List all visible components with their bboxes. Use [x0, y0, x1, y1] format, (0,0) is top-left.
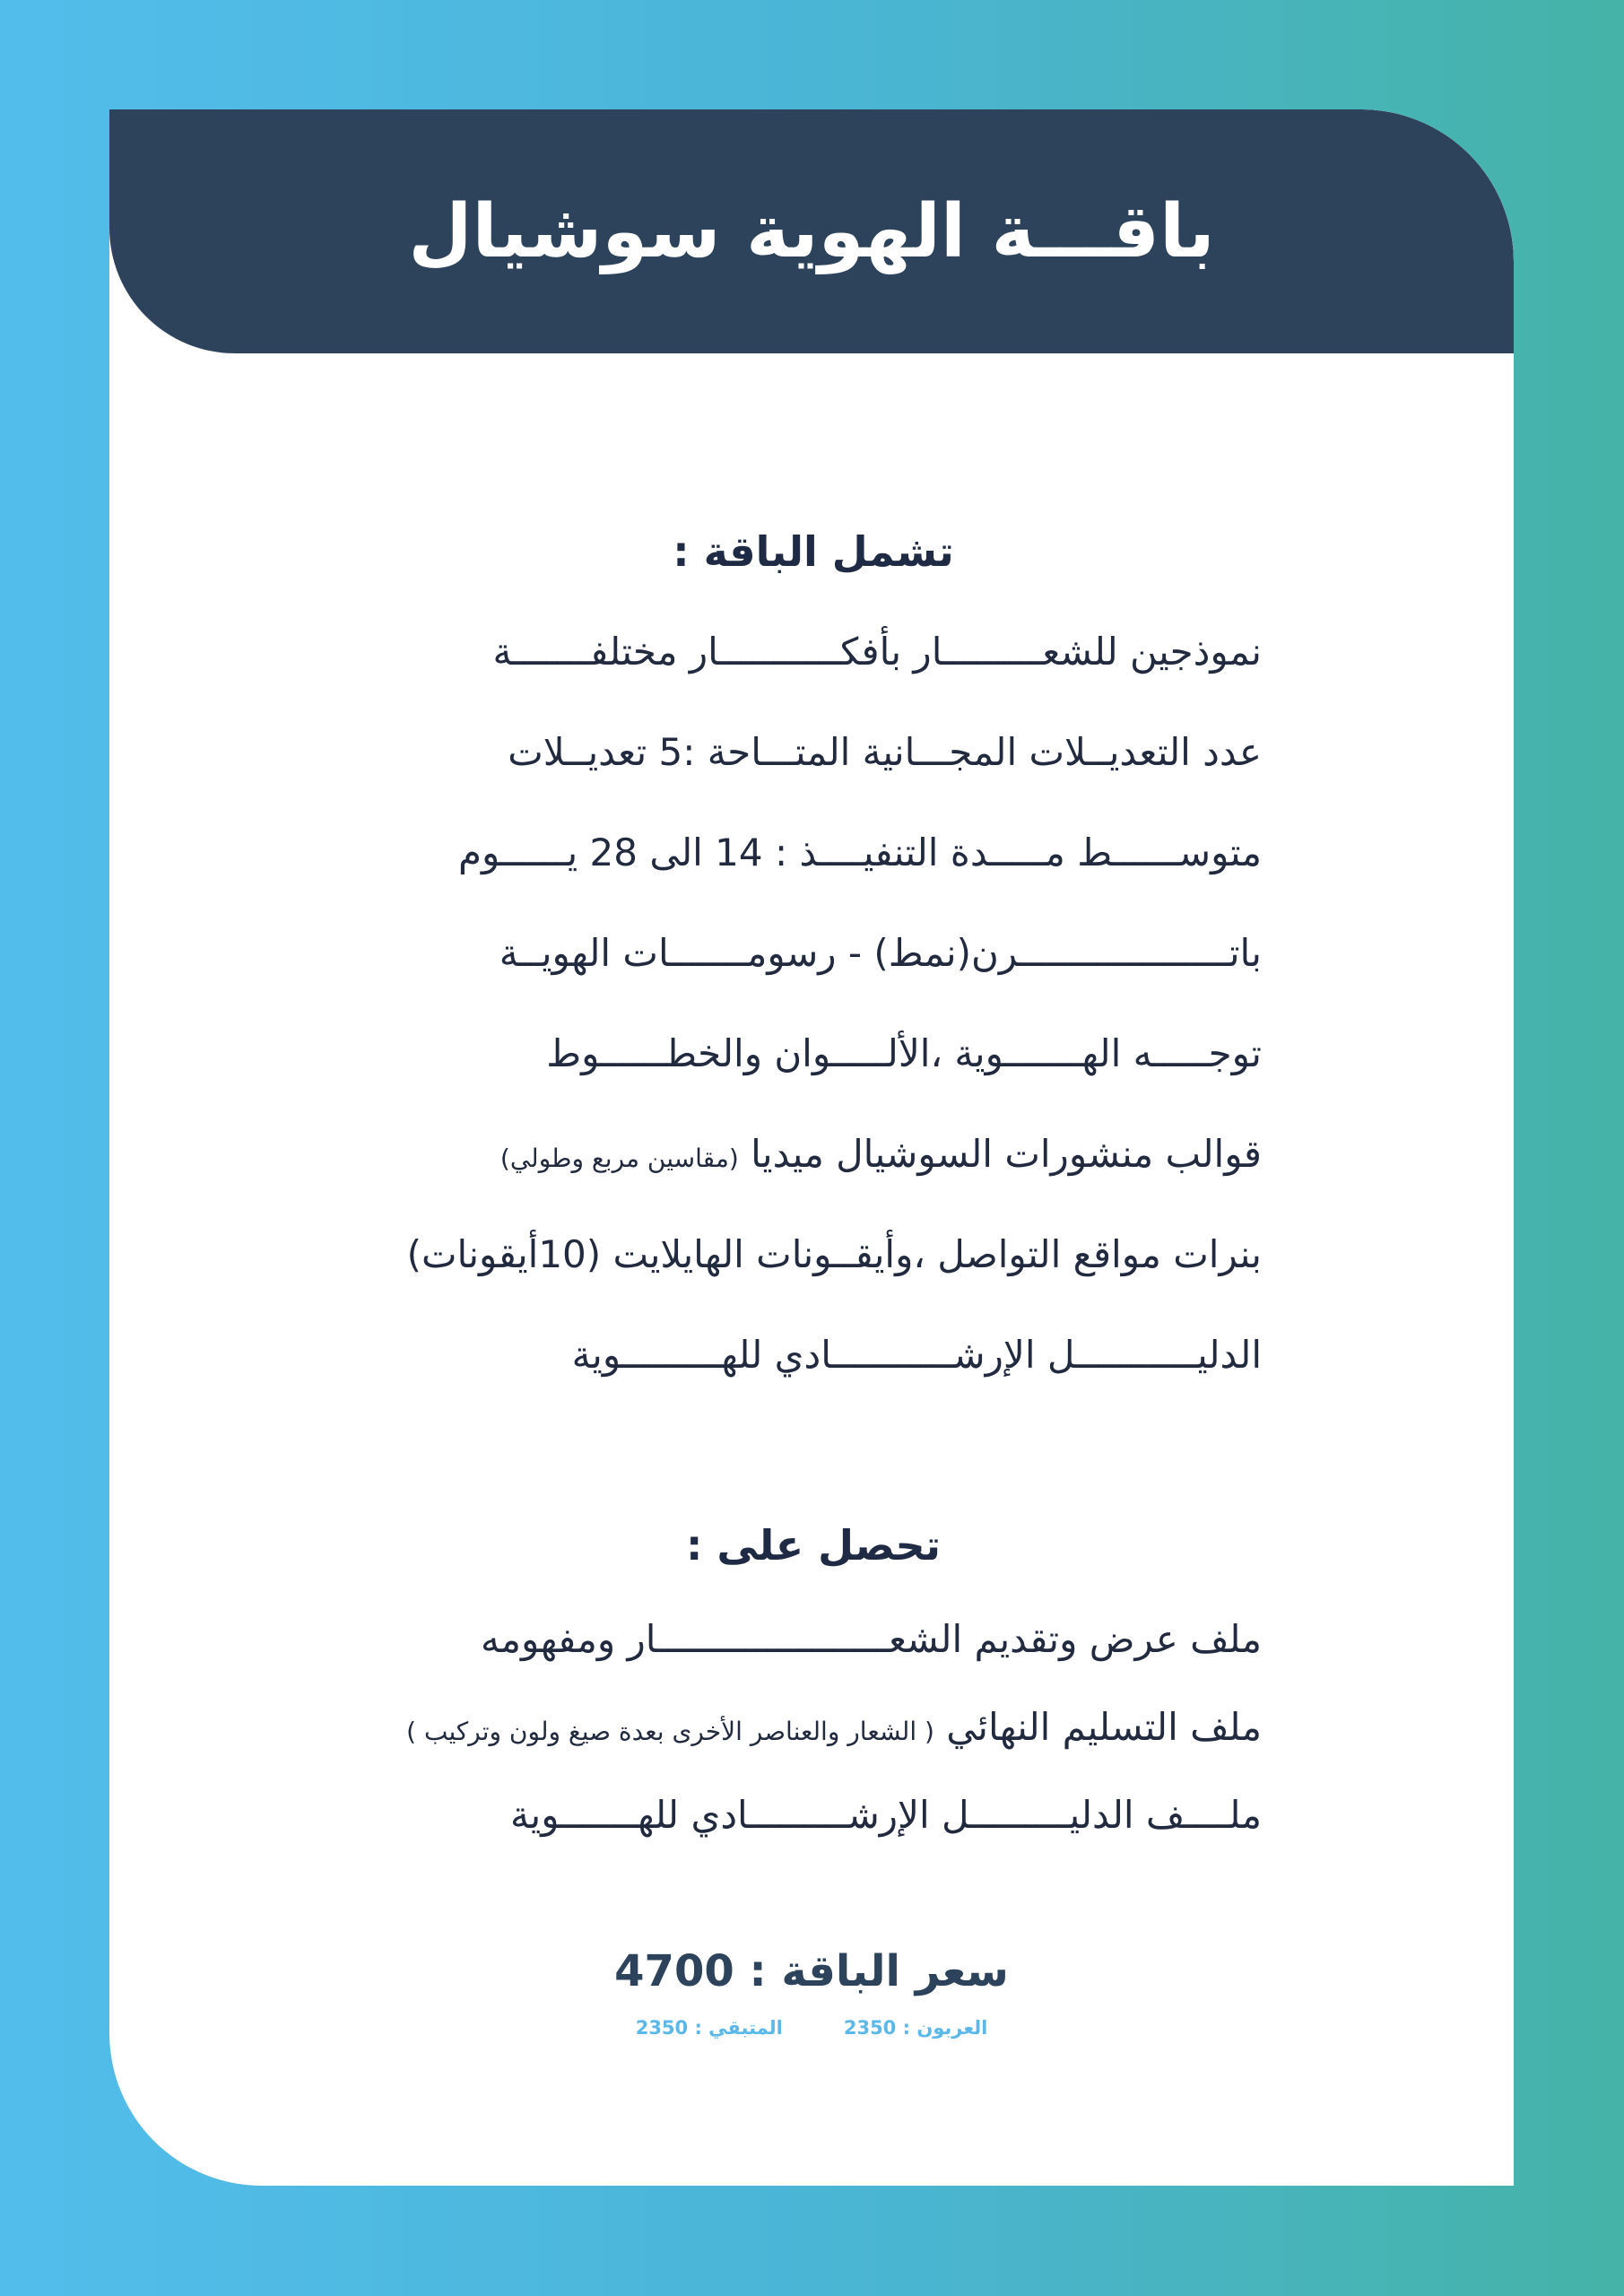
- receive-section: [365, 1521, 1262, 1901]
- list-item: متوســــــط مـــــدة التنفيــــذ : 14 الى 28 يــــــوم: [457, 831, 1262, 874]
- list-item: قوالب منشورات السوشيال ميديا (مقاسين مربع وطولي): [499, 1132, 1262, 1176]
- remaining-amount: المتبقي : 2350: [635, 2017, 783, 2039]
- package-price: سعر الباقة : 4700: [614, 1946, 1009, 1996]
- list-item: بنرات مواقع التواصل ،وأيقــونات الهايلايت (10أيقونات): [406, 1232, 1262, 1276]
- deposit-amount: العربون : 2350: [843, 2017, 988, 2039]
- list-item: ملــــف الدليـــــــــل الإرشـــــــــادي للهـــــــوية: [510, 1793, 1262, 1837]
- list-item: نموذجين للشعـــــــــار بأفكـــــــــــار مختلفـــــــة: [492, 630, 1262, 674]
- page-title: باقـــة الهوية سوشيال: [408, 189, 1215, 274]
- list-item: ملف التسليم النهائي ( الشعار والعناصر الأخرى بعدة صيغ ولون وتركيب ): [406, 1705, 1262, 1749]
- list-item: عدد التعديــلات المجـــانية المتـــاحة :5 تعديــلات: [508, 730, 1262, 774]
- list-item: باتـــــــــــــــــــرن(نمط) - رسومـــــــات الهويــة: [499, 931, 1262, 975]
- list-item: الدليـــــــــــل الإرشـــــــــــادي للهـــــــــوية: [571, 1333, 1262, 1377]
- list-item: توجـــــه الهـــــــوية ،الألـــــوان والخطــــــوط: [546, 1031, 1262, 1075]
- package-card: [109, 109, 1514, 2186]
- includes-section: [365, 527, 1262, 1518]
- list-item: ملف عرض وتقديم الشعـــــــــــــــــــــار ومفهومه: [481, 1617, 1262, 1661]
- includes-heading: تشمل الباقة :: [673, 527, 954, 576]
- receive-heading: تحصل على :: [686, 1521, 941, 1570]
- page-header: [109, 109, 1514, 353]
- installments: [109, 2019, 1514, 2038]
